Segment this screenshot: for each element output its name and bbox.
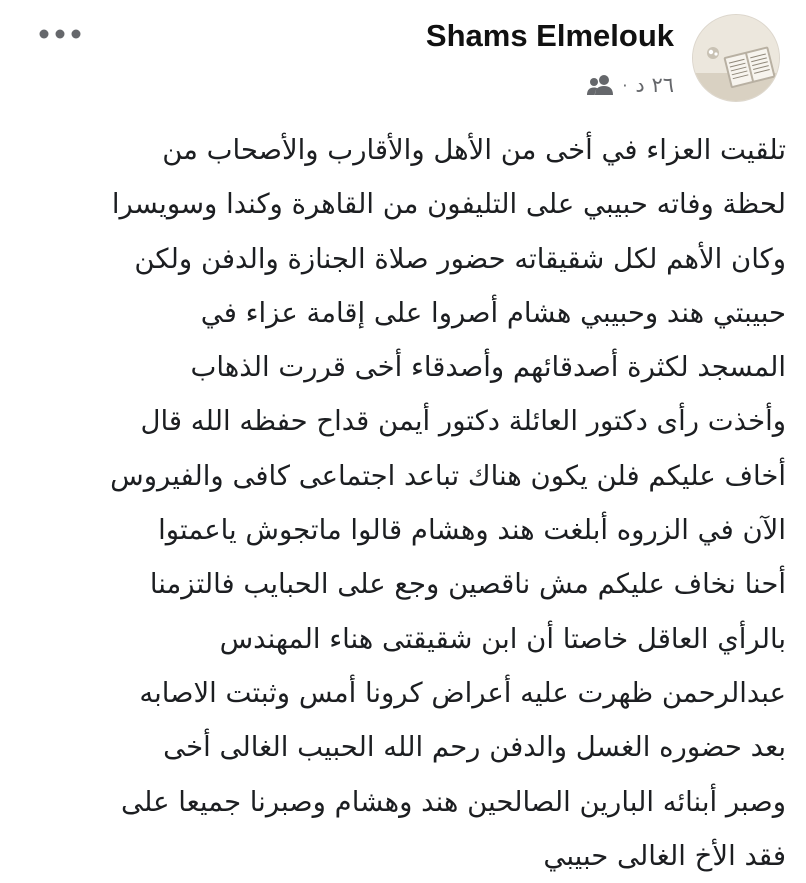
post-text-line: فقد الأخ الغالى حبيبي <box>543 839 786 872</box>
post-text-line: وكان الأهم لكل شقيقاته حضور صلاة الجنازة والدفن ولكن <box>134 242 786 275</box>
post-text-line: لحظة وفاته حبيبي على التليفون من القاهرة وكندا وسويسرا <box>111 188 786 221</box>
post-text-line: المسجد لكثرة أصدقائهم وأصدقاء أخى قررت الذهاب <box>190 351 786 384</box>
post-text-line: عبدالرحمن ظهرت عليه أعراض كرونا أمس وثبتت الاصابه <box>139 676 786 709</box>
more-options-button[interactable] <box>36 22 84 46</box>
profile-photo <box>693 15 779 101</box>
avatar[interactable] <box>692 14 780 102</box>
post-text-line: أحنا نخاف عليكم مش ناقصين وجع على الحبايب فالتزمنا <box>149 568 786 601</box>
friends-icon[interactable] <box>586 74 614 96</box>
author-name[interactable]: Shams Elmelouk <box>425 18 674 53</box>
post-meta <box>586 70 674 100</box>
post-text-line: بالرأي العاقل خاصتا أن ابن شقيقتى هناء المهندس <box>219 622 786 655</box>
post-text-line: بعد حضوره الغسل والدفن رحم الله الحبيب الغالى أخى <box>163 731 786 764</box>
post-header <box>0 0 806 110</box>
meta-separator: · <box>622 75 628 95</box>
more-options-icon <box>37 28 83 40</box>
post-text-line: وأخذت رأى دكتور العائلة دكتور أيمن قداح حفظه الله قال <box>140 405 786 438</box>
post-timestamp[interactable]: ٢٦ د <box>635 73 674 97</box>
post-text-line: الآن في الزروه أبلغت هند وهشام قالوا ماتجوش ياعمتوا <box>158 514 786 547</box>
post-text-line: أخاف عليكم فلن يكون هناك تباعد اجتماعى كافى والفيروس <box>110 459 786 492</box>
post-text-line: تلقيت العزاء في أخى من الأهل والأقارب والأصحاب من <box>162 134 786 166</box>
post-text-line: وصبر أبنائه البارين الصالحين هند وهشام وصبرنا جميعا على <box>121 785 786 818</box>
post-text-line: حبيبتي هند وحبيبي هشام أصروا على إقامة عزاء في <box>200 296 786 329</box>
post-body <box>16 123 786 883</box>
